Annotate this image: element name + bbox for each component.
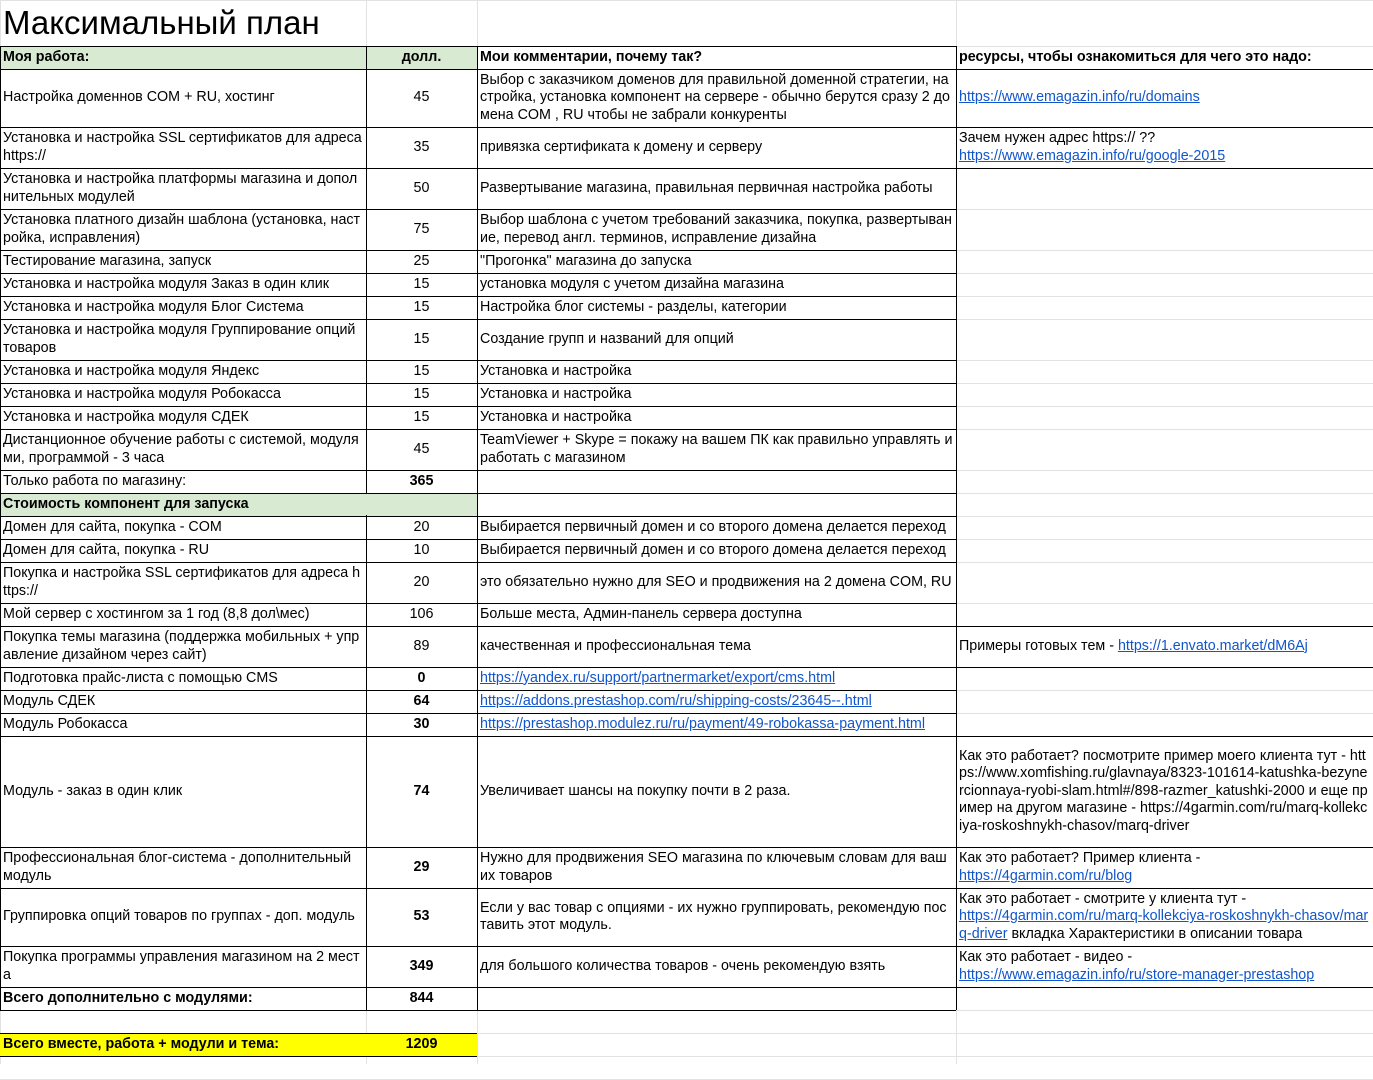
price-cell[interactable] xyxy=(366,603,477,626)
grid-line xyxy=(0,516,477,517)
grid-line xyxy=(0,1079,1373,1080)
resource-cell[interactable] xyxy=(956,319,1373,360)
resource-cell[interactable] xyxy=(956,847,1373,888)
grid-line xyxy=(0,46,1,1010)
price-value: 35 xyxy=(414,139,430,156)
task-name-cell[interactable] xyxy=(0,736,366,847)
price-cell[interactable] xyxy=(366,273,477,296)
grid-line xyxy=(0,562,477,563)
task-name-cell[interactable] xyxy=(0,516,366,539)
comment-cell[interactable] xyxy=(477,296,956,319)
task-name: Домен для сайта, покупка - RU xyxy=(3,542,209,559)
resource-text: Как это работает? Пример клиента - xyxy=(959,850,1200,866)
resource-content xyxy=(959,748,1370,835)
page-title[interactable] xyxy=(0,0,366,46)
resource-text: Зачем нужен адрес https:// ?? xyxy=(959,130,1155,146)
grid-line xyxy=(477,319,956,320)
price-value: 29 xyxy=(414,859,430,876)
resource-cell[interactable] xyxy=(956,69,1373,127)
price-value: 106 xyxy=(410,606,434,623)
comment-link[interactable]: https://yandex.ru/support/partnermarket/export/cms.html xyxy=(480,670,835,687)
grid-line xyxy=(0,429,477,430)
price-value: 20 xyxy=(414,574,430,591)
task-name-cell[interactable] xyxy=(0,690,366,713)
price-cell[interactable] xyxy=(366,69,477,127)
grid-line xyxy=(0,470,477,471)
resource-content xyxy=(959,850,1200,885)
comment-cell[interactable] xyxy=(477,539,956,562)
comment-text: привязка сертификата к домену и серверу xyxy=(480,139,762,156)
price-value: 15 xyxy=(414,299,430,316)
task-name-cell[interactable] xyxy=(0,713,366,736)
price-cell[interactable] xyxy=(366,406,477,429)
task-name: Покупка темы магазина (поддержка мобильных + управление дизайном через сайт) xyxy=(3,629,363,664)
price-cell[interactable] xyxy=(366,168,477,209)
grid-line xyxy=(0,667,477,668)
resource-link[interactable]: https://www.emagazin.info/ru/google-2015 xyxy=(959,148,1225,164)
resource-cell[interactable] xyxy=(956,603,1373,626)
grid-line xyxy=(0,168,477,169)
grid-line xyxy=(956,736,1373,737)
resource-text: Как это работает - смотрите у клиента тут - xyxy=(959,891,1246,907)
resource-content xyxy=(959,638,1308,655)
grid-line xyxy=(0,736,477,737)
price-value: 15 xyxy=(414,386,430,403)
grid-line xyxy=(0,127,477,128)
price-value: 74 xyxy=(414,783,430,800)
task-name-cell[interactable] xyxy=(0,273,366,296)
work-total-value: 365 xyxy=(410,473,434,490)
grid-line xyxy=(0,946,477,947)
header-comments[interactable] xyxy=(477,46,956,69)
grid-line xyxy=(956,946,1373,947)
grid-line xyxy=(0,69,477,70)
resource-text-after: вкладка Характеристики в описании товара xyxy=(1007,926,1302,942)
grid-line xyxy=(0,319,477,320)
price-value: 349 xyxy=(410,958,434,975)
task-name-cell[interactable] xyxy=(0,626,366,667)
comment-cell[interactable] xyxy=(477,319,956,360)
comment-text: для большого количества товаров - очень рекомендую взять xyxy=(480,958,885,975)
comment-link[interactable]: https://prestashop.modulez.ru/ru/payment/49-robokassa-payment.html xyxy=(480,716,925,733)
comment-cell[interactable] xyxy=(477,168,956,209)
comment-text: Настройка блог системы - разделы, категории xyxy=(480,299,787,316)
grid-line xyxy=(477,987,956,988)
grid-line xyxy=(477,406,956,407)
task-name: Установка и настройка модуля СДЕК xyxy=(3,409,249,426)
resource-cell[interactable] xyxy=(956,736,1373,847)
price-cell[interactable] xyxy=(366,429,477,470)
header-work[interactable] xyxy=(0,46,366,69)
price-cell[interactable] xyxy=(366,516,477,539)
price-cell[interactable] xyxy=(366,296,477,319)
price-value: 45 xyxy=(414,89,430,106)
task-name-cell[interactable] xyxy=(0,209,366,250)
resource-link[interactable]: https://www.emagazin.info/ru/store-manager-prestashop xyxy=(959,967,1314,983)
task-name: Установка и настройка модуля Яндекс xyxy=(3,363,259,380)
task-name: Установка и настройка платформы магазина и дополнительных модулей xyxy=(3,171,363,206)
resource-cell[interactable] xyxy=(956,562,1373,603)
grid-line xyxy=(0,360,477,361)
comment-text: Выбор шаблона с учетом требований заказчика, покупка, развертывание, перевод англ. терминов, исправление дизайна xyxy=(480,212,953,247)
grid-line xyxy=(0,493,477,494)
grid-line xyxy=(477,250,956,251)
header-comments-label: Мои комментарии, почему так? xyxy=(480,49,702,66)
grid-line xyxy=(477,168,956,169)
grid-line xyxy=(0,847,477,848)
grid-line xyxy=(477,847,956,848)
comp-total-label: Всего дополнительно с модулями: xyxy=(3,990,253,1007)
grid-line xyxy=(477,626,956,627)
header-price-label: долл. xyxy=(402,49,442,66)
comment-cell[interactable] xyxy=(477,562,956,603)
page-title-text: Максимальный план xyxy=(3,14,320,31)
resource-text: Как это работает - видео - xyxy=(959,949,1132,965)
resource-cell[interactable] xyxy=(956,127,1373,168)
resource-cell[interactable] xyxy=(956,516,1373,539)
grid-line xyxy=(477,539,956,540)
price-cell[interactable] xyxy=(366,713,477,736)
comment-cell[interactable] xyxy=(477,429,956,470)
price-cell[interactable] xyxy=(366,736,477,847)
comment-text: Создание групп и названий для опций xyxy=(480,331,734,348)
task-name: Тестирование магазина, запуск xyxy=(3,253,211,270)
comment-text: Развертывание магазина, правильная первичная настройка работы xyxy=(480,180,933,197)
task-name: Дистанционное обучение работы с системой, модулями, программой - 3 часа xyxy=(3,432,363,467)
price-cell[interactable] xyxy=(366,667,477,690)
grid-line xyxy=(477,562,956,563)
resource-cell[interactable] xyxy=(956,946,1373,987)
price-value: 15 xyxy=(414,409,430,426)
comment-cell[interactable] xyxy=(477,847,956,888)
work-total-label: Только работа по магазину: xyxy=(3,473,186,490)
resource-cell[interactable] xyxy=(956,250,1373,273)
work-total-label-cell[interactable] xyxy=(0,470,366,493)
grid-line xyxy=(477,383,956,384)
comment-text: это обязательно нужно для SEO и продвижения на 2 домена COM, RU xyxy=(480,574,952,591)
task-name: Подготовка прайс-листа с помощью CMS xyxy=(3,670,278,687)
price-value: 89 xyxy=(414,638,430,655)
task-name: Профессиональная блог-система - дополнительный модуль xyxy=(3,850,363,885)
price-cell[interactable] xyxy=(366,562,477,603)
resource-link[interactable]: https://1.envato.market/dM6Aj xyxy=(1118,638,1308,654)
resource-cell[interactable] xyxy=(956,429,1373,470)
grid-line xyxy=(477,736,956,737)
grid-line xyxy=(956,987,1373,988)
grid-line xyxy=(477,69,956,70)
comment-text: "Прогонка" магазина до запуска xyxy=(480,253,692,270)
price-value: 75 xyxy=(414,221,430,238)
task-name-cell[interactable] xyxy=(0,127,366,168)
grid-line xyxy=(956,847,1373,848)
price-value: 50 xyxy=(414,180,430,197)
task-name: Установка и настройка модуля Блог Система xyxy=(3,299,304,316)
price-cell[interactable] xyxy=(366,847,477,888)
task-name-cell[interactable] xyxy=(0,319,366,360)
price-cell[interactable] xyxy=(366,690,477,713)
comment-cell[interactable] xyxy=(477,209,956,250)
comment-link[interactable]: https://addons.prestashop.com/ru/shipping-costs/23645--.html xyxy=(480,693,872,710)
resource-cell[interactable] xyxy=(956,539,1373,562)
comment-cell[interactable] xyxy=(477,360,956,383)
header-resources[interactable] xyxy=(956,46,1373,69)
comment-text: Выбирается первичный домен и со второго домена делается переход xyxy=(480,542,946,559)
grid-line xyxy=(477,603,956,604)
grid-line xyxy=(0,888,477,889)
comment-cell[interactable] xyxy=(477,603,956,626)
task-name: Группировка опций товаров по группах - доп. модуль xyxy=(3,908,355,925)
empty-cell[interactable] xyxy=(477,470,956,493)
header-resources-label: ресурсы, чтобы ознакомиться для чего это надо: xyxy=(959,49,1312,66)
grid-line xyxy=(477,1010,956,1011)
comp-total-value-cell[interactable] xyxy=(366,987,477,1010)
resource-cell[interactable] xyxy=(956,209,1373,250)
price-value: 15 xyxy=(414,276,430,293)
resource-cell[interactable] xyxy=(956,406,1373,429)
comment-cell[interactable] xyxy=(477,946,956,987)
resource-content xyxy=(959,89,1200,106)
grand-total-label: Всего вместе, работа + модули и тема: xyxy=(3,1036,279,1053)
grid-line xyxy=(956,46,957,1010)
task-name: Мой сервер с хостингом за 1 год (8,8 дол\мес) xyxy=(3,606,309,623)
grand-total-value-cell[interactable] xyxy=(366,1033,477,1056)
grid-line xyxy=(0,987,477,988)
task-name-cell[interactable] xyxy=(0,888,366,946)
comment-text: установка модуля с учетом дизайна магазина xyxy=(480,276,784,293)
task-name-cell[interactable] xyxy=(0,360,366,383)
comment-text: Больше места, Админ-панель сервера доступна xyxy=(480,606,802,623)
grid-line xyxy=(0,273,477,274)
components-header[interactable] xyxy=(0,493,477,516)
task-name-cell[interactable] xyxy=(0,946,366,987)
components-header-label: Стоимость компонент для запуска xyxy=(3,496,249,513)
merge-patch xyxy=(365,494,367,515)
grid-line xyxy=(0,603,477,604)
work-total-value-cell[interactable] xyxy=(366,470,477,493)
resource-cell[interactable] xyxy=(956,888,1373,946)
comment-cell[interactable] xyxy=(477,626,956,667)
grid-line xyxy=(0,1056,477,1057)
grid-line xyxy=(477,360,956,361)
resource-link[interactable]: https://4garmin.com/ru/blog xyxy=(959,868,1132,884)
task-name-cell[interactable] xyxy=(0,667,366,690)
header-work-label: Моя работа: xyxy=(3,49,89,66)
header-price[interactable] xyxy=(366,46,477,69)
price-value: 64 xyxy=(414,693,430,710)
comment-text: Увеличивает шансы на покупку почти в 2 раза. xyxy=(480,783,790,800)
grid-line xyxy=(0,383,477,384)
price-cell[interactable] xyxy=(366,319,477,360)
grid-line xyxy=(477,46,478,1010)
grid-line xyxy=(477,470,956,471)
grid-line xyxy=(477,946,956,947)
grid-line xyxy=(0,250,477,251)
comment-cell[interactable] xyxy=(477,690,956,713)
comment-cell[interactable] xyxy=(477,250,956,273)
resource-content xyxy=(959,949,1314,984)
comment-text: Установка и настройка xyxy=(480,363,631,380)
comment-text: Установка и настройка xyxy=(480,409,631,426)
comment-cell[interactable] xyxy=(477,888,956,946)
comment-text: Если у вас товар с опциями - их нужно группировать, рекомендую поставить этот модуль. xyxy=(480,900,953,935)
comment-cell[interactable] xyxy=(477,406,956,429)
grid-line xyxy=(0,1033,477,1034)
task-name: Установка платного дизайн шаблона (установка, настройка, исправления) xyxy=(3,212,363,247)
price-value: 30 xyxy=(414,716,430,733)
price-cell[interactable] xyxy=(366,127,477,168)
task-name-cell[interactable] xyxy=(0,383,366,406)
task-name-cell[interactable] xyxy=(0,250,366,273)
resource-cell[interactable] xyxy=(956,667,1373,690)
resource-cell[interactable] xyxy=(956,383,1373,406)
grid-line xyxy=(477,296,956,297)
comment-cell[interactable] xyxy=(477,713,956,736)
grand-total-value: 1209 xyxy=(406,1036,438,1053)
comment-text: TeamViewer + Skype = покажу на вашем ПК как правильно управлять и работать с магазином xyxy=(480,432,953,467)
comment-text: Нужно для продвижения SEO магазина по ключевым словам для ваших товаров xyxy=(480,850,953,885)
comp-total-label-cell[interactable] xyxy=(0,987,366,1010)
grid-line xyxy=(0,296,477,297)
task-name: Модуль - заказ в один клик xyxy=(3,783,182,800)
price-cell[interactable] xyxy=(366,209,477,250)
grid-line xyxy=(477,429,956,430)
comment-cell[interactable] xyxy=(477,736,956,847)
resource-cell[interactable] xyxy=(956,690,1373,713)
grid-line xyxy=(0,539,477,540)
resource-cell[interactable] xyxy=(956,360,1373,383)
price-cell[interactable] xyxy=(366,383,477,406)
comment-cell[interactable] xyxy=(477,127,956,168)
grid-line xyxy=(477,713,956,714)
comment-text: Выбор с заказчиком доменов для правильной доменной стратегии, настройка, установка компонент на сервере - обычно берутся сразу 2 домена COM , RU чтобы не забрали конкуренты xyxy=(480,72,953,124)
resource-cell[interactable] xyxy=(956,713,1373,736)
task-name-cell[interactable] xyxy=(0,69,366,127)
grid-line xyxy=(477,493,956,494)
task-name-cell[interactable] xyxy=(0,847,366,888)
price-value: 15 xyxy=(414,331,430,348)
comment-text: качественная и профессиональная тема xyxy=(480,638,751,655)
task-name: Домен для сайта, покупка - COM xyxy=(3,519,222,536)
grid-line xyxy=(477,273,956,274)
resource-content xyxy=(959,130,1225,165)
price-cell[interactable] xyxy=(366,626,477,667)
resource-link[interactable]: https://www.emagazin.info/ru/domains xyxy=(959,89,1200,105)
comment-text: Установка и настройка xyxy=(480,386,631,403)
price-value: 15 xyxy=(414,363,430,380)
comment-text: Выбирается первичный домен и со второго домена делается переход xyxy=(480,519,946,536)
price-cell[interactable] xyxy=(366,360,477,383)
price-value: 53 xyxy=(414,908,430,925)
comp-total-value: 844 xyxy=(410,990,434,1007)
resource-cell[interactable] xyxy=(956,168,1373,209)
grid-line xyxy=(477,516,956,517)
grid-line xyxy=(956,667,1373,668)
price-value: 10 xyxy=(414,542,430,559)
price-value: 25 xyxy=(414,253,430,270)
grid-line xyxy=(477,667,956,668)
grid-line xyxy=(477,690,956,691)
resource-link[interactable]: https://4garmin.com/ru/marq-kollekciya-roskoshnykh-chasov/marq-driver xyxy=(959,908,1368,941)
grid-line xyxy=(477,888,956,889)
price-value: 20 xyxy=(414,519,430,536)
grid-line xyxy=(956,69,1373,70)
task-name: Покупка программы управления магазином на 2 места xyxy=(3,949,363,984)
task-name: Установка и настройка модуля Робокасса xyxy=(3,386,281,403)
price-value: 0 xyxy=(418,670,426,687)
task-name: Установка и настройка модуля Заказ в один клик xyxy=(3,276,329,293)
resource-content xyxy=(959,891,1370,943)
grid-line xyxy=(0,1010,477,1011)
task-name-cell[interactable] xyxy=(0,562,366,603)
task-name-cell[interactable] xyxy=(0,429,366,470)
price-value: 45 xyxy=(414,441,430,458)
grid-line xyxy=(366,46,367,1010)
task-name-cell[interactable] xyxy=(0,296,366,319)
grid-line xyxy=(0,713,477,714)
price-cell[interactable] xyxy=(366,888,477,946)
grid-line xyxy=(956,168,1373,169)
resource-cell[interactable] xyxy=(956,296,1373,319)
task-name-cell[interactable] xyxy=(0,539,366,562)
task-name-cell[interactable] xyxy=(0,603,366,626)
task-name: Покупка и настройка SSL сертификатов для адреса https:// xyxy=(3,565,363,600)
grid-line xyxy=(956,626,1373,627)
task-name: Модуль Робокасса xyxy=(3,716,127,733)
comment-cell[interactable] xyxy=(477,383,956,406)
grand-total-label-cell[interactable] xyxy=(0,1033,366,1056)
comment-cell[interactable] xyxy=(477,69,956,127)
grid-line xyxy=(477,209,956,210)
task-name-cell[interactable] xyxy=(0,406,366,429)
grid-line xyxy=(0,406,477,407)
resource-cell[interactable] xyxy=(956,273,1373,296)
task-name: Модуль СДЕК xyxy=(3,693,95,710)
grid-line xyxy=(0,209,477,210)
task-name: Настройка доменнов COM + RU, хостинг xyxy=(3,89,275,106)
grid-line xyxy=(0,626,477,627)
resource-cell[interactable] xyxy=(956,626,1373,667)
task-name: Установка и настройка модуля Группирование опций товаров xyxy=(3,322,363,357)
task-name: Установка и настройка SSL сертификатов для адреса https:// xyxy=(3,130,363,165)
grid-line xyxy=(477,127,956,128)
price-cell[interactable] xyxy=(366,539,477,562)
resource-text: Как это работает? посмотрите пример моего клиента тут - https://www.xomfishing.ru/glavnaya/8323-101614-katushka-bezynercionnaya-ryobi-slam.html#/898-razmer_katushki-2000 и еще пример на другом магазине - https://4garmin.com/ru/marq-kollekciya-roskoshnykh-chasov/marq-driver xyxy=(959,748,1368,834)
grid-line xyxy=(0,690,477,691)
grid-line xyxy=(956,127,1373,128)
price-cell[interactable] xyxy=(366,250,477,273)
grid-line xyxy=(0,46,477,47)
comment-cell[interactable] xyxy=(477,516,956,539)
grid-line xyxy=(477,46,956,47)
grid-line xyxy=(956,888,1373,889)
price-cell[interactable] xyxy=(366,946,477,987)
comment-cell[interactable] xyxy=(477,273,956,296)
resource-text: Примеры готовых тем - xyxy=(959,638,1118,654)
comment-cell[interactable] xyxy=(477,667,956,690)
task-name-cell[interactable] xyxy=(0,168,366,209)
